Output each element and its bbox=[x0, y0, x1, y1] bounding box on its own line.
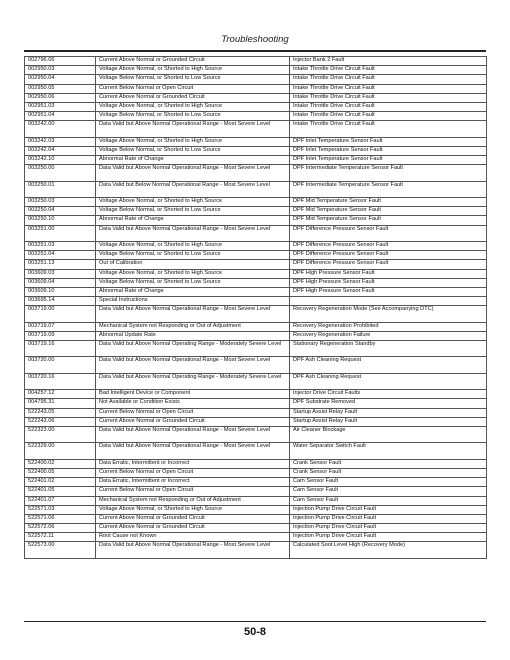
fmi-description-cell: Current Above Normal or Grounded Circuit bbox=[96, 524, 290, 533]
dtc-code-cell: 522571.06 bbox=[25, 514, 96, 523]
dtc-code-cell: 003719.09 bbox=[25, 331, 96, 340]
table-row bbox=[25, 524, 487, 533]
dtc-code-cell: 003250.01 bbox=[25, 181, 96, 197]
table-row bbox=[25, 542, 487, 558]
fault-description-cell: Startup Assist Relay Fault bbox=[290, 408, 487, 417]
dtc-code-cell: 004795.31 bbox=[25, 399, 96, 408]
fault-description-cell: Crank Sensor Fault bbox=[290, 459, 487, 468]
dtc-code-cell: 522243.05 bbox=[25, 408, 96, 417]
table-row bbox=[25, 505, 487, 514]
fault-description-cell: DPF Inlet Temperature Sensor Fault bbox=[290, 156, 487, 165]
table-row bbox=[25, 156, 487, 165]
dtc-code-cell: 522323.00 bbox=[25, 427, 96, 443]
dtc-code-cell: 003242.10 bbox=[25, 156, 96, 165]
fault-description-cell: DPF Mid Temperature Sensor Fault bbox=[290, 216, 487, 225]
fault-description-cell: DPF Inlet Temperature Sensor Fault bbox=[290, 146, 487, 155]
fault-description-cell: Injection Pump Drive Circuit Fault bbox=[290, 524, 487, 533]
fault-description-cell: Intake Throttle Drive Circuit Fault bbox=[290, 93, 487, 102]
fault-description-cell: DPF Mid Temperature Sensor Fault bbox=[290, 198, 487, 207]
fmi-description-cell: Data Valid but Above Normal Operational Range - Most Severe Level bbox=[96, 427, 290, 443]
table-row bbox=[25, 121, 487, 137]
dtc-code-cell: 522571.03 bbox=[25, 505, 96, 514]
dtc-code-cell: 002950.06 bbox=[25, 93, 96, 102]
dtc-code-cell: 003719.16 bbox=[25, 341, 96, 357]
table-row bbox=[25, 468, 487, 477]
table-row bbox=[25, 297, 487, 306]
dtc-code-cell: 522400.02 bbox=[25, 459, 96, 468]
table-row bbox=[25, 278, 487, 287]
fault-description-cell: Cam Sensor Fault bbox=[290, 496, 487, 505]
dtc-code-cell: 002951.04 bbox=[25, 112, 96, 121]
fault-description-cell: Intake Throttle Drive Circuit Fault bbox=[290, 66, 487, 75]
table-row bbox=[25, 306, 487, 322]
fmi-description-cell: Current Above Normal or Grounded Circuit bbox=[96, 93, 290, 102]
fault-description-cell bbox=[290, 297, 487, 306]
fault-description-cell: DPF Substrate Removed bbox=[290, 399, 487, 408]
fmi-description-cell: Voltage Above Normal, or Shorted to High Source bbox=[96, 269, 290, 278]
fmi-description-cell: Special Instructions bbox=[96, 297, 290, 306]
fault-description-cell: DPF Intermediate Temperature Sensor Fault bbox=[290, 165, 487, 181]
fmi-description-cell: Voltage Below Normal, or Shorted to Low Source bbox=[96, 112, 290, 121]
fmi-description-cell: Voltage Above Normal, or Shorted to High Source bbox=[96, 66, 290, 75]
table-row bbox=[25, 478, 487, 487]
table-row bbox=[25, 443, 487, 459]
table-row bbox=[25, 93, 487, 102]
fmi-description-cell: Abnormal Update Rate bbox=[96, 331, 290, 340]
table-row bbox=[25, 341, 487, 357]
fmi-description-cell: Voltage Above Normal, or Shorted to High Source bbox=[96, 505, 290, 514]
dtc-code-cell: 522329.00 bbox=[25, 443, 96, 459]
fault-description-cell: Recovery Regeneration Mode (See Accompanying DTC) bbox=[290, 306, 487, 322]
dtc-code-cell: 003251.03 bbox=[25, 242, 96, 251]
dtc-code-cell: 522400.05 bbox=[25, 468, 96, 477]
fmi-description-cell: Voltage Below Normal, or Shorted to Low Source bbox=[96, 75, 290, 84]
fmi-description-cell: Abnormal Rate of Change bbox=[96, 216, 290, 225]
table-row bbox=[25, 181, 487, 197]
fmi-description-cell: Voltage Below Normal, or Shorted to Low Source bbox=[96, 146, 290, 155]
dtc-code-cell: 003720.00 bbox=[25, 357, 96, 373]
dtc-code-cell: 003242.00 bbox=[25, 121, 96, 137]
fault-description-cell: DPF Intermediate Temperature Sensor Fault bbox=[290, 181, 487, 197]
fmi-description-cell: Current Above Normal or Grounded Circuit bbox=[96, 57, 290, 66]
fault-description-cell: Calculated Soot Level High (Recovery Mode) bbox=[290, 542, 487, 558]
dtc-code-cell: 003251.00 bbox=[25, 225, 96, 241]
table-row bbox=[25, 146, 487, 155]
fault-description-cell: DPF Ash Cleaning Request bbox=[290, 373, 487, 389]
dtc-code-cell: 003250.03 bbox=[25, 198, 96, 207]
fault-description-cell: DPF Difference Pressure Sensor Fault bbox=[290, 251, 487, 260]
dtc-code-cell: 522401.07 bbox=[25, 496, 96, 505]
table-row bbox=[25, 514, 487, 523]
fault-description-cell: Cam Sensor Fault bbox=[290, 487, 487, 496]
page-number: 50-8 bbox=[243, 626, 267, 638]
table-row bbox=[25, 102, 487, 111]
table-row bbox=[25, 331, 487, 340]
table-row bbox=[25, 373, 487, 389]
table-row bbox=[25, 242, 487, 251]
fault-description-cell: Stationary Regeneration Standby bbox=[290, 341, 487, 357]
fault-description-cell: DPF High Pressure Sensor Fault bbox=[290, 269, 487, 278]
dtc-code-cell: 003609.04 bbox=[25, 278, 96, 287]
fault-description-cell: Intake Throttle Drive Circuit Fault bbox=[290, 102, 487, 111]
dtc-code-cell: 002796.06 bbox=[25, 57, 96, 66]
fmi-description-cell: Voltage Above Normal, or Shorted to High Source bbox=[96, 242, 290, 251]
fmi-description-cell: Data Erratic, Intermittent or Incorrect bbox=[96, 478, 290, 487]
dtc-code-cell: 522243.06 bbox=[25, 417, 96, 426]
fmi-description-cell: Voltage Below Normal, or Shorted to Low Source bbox=[96, 207, 290, 216]
table-row bbox=[25, 322, 487, 331]
fault-description-cell: Intake Throttle Drive Circuit Fault bbox=[290, 121, 487, 137]
fmi-description-cell: Data Valid but Below Normal Operational Range - Most Severe Level bbox=[96, 181, 290, 197]
dtc-code-cell: 003719.07 bbox=[25, 322, 96, 331]
table-row bbox=[25, 287, 487, 296]
table-row bbox=[25, 165, 487, 181]
fmi-description-cell: Abnormal Rate of Change bbox=[96, 156, 290, 165]
table-row bbox=[25, 66, 487, 75]
fault-description-cell: Air Cleaner Blockage bbox=[290, 427, 487, 443]
fmi-description-cell: Mechanical System not Responding or Out of Adjustment bbox=[96, 322, 290, 331]
fault-description-cell: DPF Difference Pressure Sensor Fault bbox=[290, 260, 487, 269]
fault-description-cell: Injection Pump Drive Circuit Fault bbox=[290, 533, 487, 542]
fmi-description-cell: Data Valid but Above Normal Operational Range - Most Severe Level bbox=[96, 225, 290, 241]
fmi-description-cell: Data Valid but Above Normal Operational Range - Most Severe Level bbox=[96, 357, 290, 373]
fmi-description-cell: Mechanical System not Responding or Out of Adjustment bbox=[96, 496, 290, 505]
fault-description-cell: Intake Throttle Drive Circuit Fault bbox=[290, 84, 487, 93]
dtc-code-cell: 522401.05 bbox=[25, 487, 96, 496]
table-row bbox=[25, 225, 487, 241]
fmi-description-cell: Not Available or Condition Exists bbox=[96, 399, 290, 408]
table-row bbox=[25, 417, 487, 426]
table-row bbox=[25, 251, 487, 260]
fault-description-cell: DPF High Pressure Sensor Fault bbox=[290, 278, 487, 287]
fmi-description-cell: Current Below Normal or Open Circuit bbox=[96, 468, 290, 477]
table-row bbox=[25, 533, 487, 542]
dtc-code-cell: 003250.04 bbox=[25, 207, 96, 216]
fault-description-cell: Recovery Regeneration Prohibited bbox=[290, 322, 487, 331]
fmi-description-cell: Voltage Below Normal, or Shorted to Low Source bbox=[96, 251, 290, 260]
dtc-code-cell: 522401.02 bbox=[25, 478, 96, 487]
dtc-code-cell: 003719.00 bbox=[25, 306, 96, 322]
fmi-description-cell: Voltage Above Normal, or Shorted to High Source bbox=[96, 102, 290, 111]
dtc-code-cell: 003695.14 bbox=[25, 297, 96, 306]
fault-description-cell: DPF Mid Temperature Sensor Fault bbox=[290, 207, 487, 216]
fault-description-cell: DPF Difference Pressure Sensor Fault bbox=[290, 242, 487, 251]
table-row bbox=[25, 216, 487, 225]
fault-description-cell: Injector Drive Circuit Faults bbox=[290, 390, 487, 399]
table-row bbox=[25, 137, 487, 146]
fault-description-cell: Intake Throttle Drive Circuit Fault bbox=[290, 112, 487, 121]
fmi-description-cell: Data Valid but Above Normal Operating Range - Moderately Severe Level bbox=[96, 341, 290, 357]
fmi-description-cell: Data Valid but Above Normal Operational Range - Most Severe Level bbox=[96, 542, 290, 558]
fmi-description-cell: Data Valid but Above Normal Operating Range - Moderately Severe Level bbox=[96, 373, 290, 389]
dtc-code-cell: 003720.16 bbox=[25, 373, 96, 389]
fmi-description-cell: Out of Calibration bbox=[96, 260, 290, 269]
dtc-code-cell: 003250.10 bbox=[25, 216, 96, 225]
fmi-description-cell: Root Cause not Known bbox=[96, 533, 290, 542]
fmi-description-cell: Current Below Normal or Open Circuit bbox=[96, 408, 290, 417]
dtc-table bbox=[24, 56, 487, 559]
table-row bbox=[25, 75, 487, 84]
fault-description-cell: Startup Assist Relay Fault bbox=[290, 417, 487, 426]
fmi-description-cell: Voltage Below Normal, or Shorted to Low Source bbox=[96, 278, 290, 287]
fault-description-cell: Injection Pump Drive Circuit Fault bbox=[290, 514, 487, 523]
dtc-table-body bbox=[25, 57, 487, 559]
table-row bbox=[25, 459, 487, 468]
dtc-code-cell: 003242.04 bbox=[25, 146, 96, 155]
fault-description-cell: DPF Ash Cleaning Request bbox=[290, 357, 487, 373]
dtc-code-cell: 002950.03 bbox=[25, 66, 96, 75]
fmi-description-cell: Current Above Normal or Grounded Circuit bbox=[96, 417, 290, 426]
dtc-code-cell: 522572.11 bbox=[25, 533, 96, 542]
table-row bbox=[25, 207, 487, 216]
fmi-description-cell: Data Valid but Above Normal Operational Range - Most Severe Level bbox=[96, 121, 290, 137]
fault-description-cell: DPF Inlet Temperature Sensor Fault bbox=[290, 137, 487, 146]
table-row bbox=[25, 496, 487, 505]
dtc-code-cell: 003251.13 bbox=[25, 260, 96, 269]
table-row bbox=[25, 399, 487, 408]
footer-rule bbox=[24, 621, 486, 622]
fmi-description-cell: Data Valid but Above Normal Operational Range - Most Severe Level bbox=[96, 443, 290, 459]
fmi-description-cell: Current Above Normal or Grounded Circuit bbox=[96, 514, 290, 523]
fmi-description-cell: Voltage Above Normal, or Shorted to High Source bbox=[96, 198, 290, 207]
dtc-code-cell: 003609.10 bbox=[25, 287, 96, 296]
table-row bbox=[25, 269, 487, 278]
dtc-code-cell: 003609.03 bbox=[25, 269, 96, 278]
fmi-description-cell: Data Valid but Above Normal Operational Range - Most Severe Level bbox=[96, 165, 290, 181]
table-row bbox=[25, 487, 487, 496]
dtc-code-cell: 522572.06 bbox=[25, 524, 96, 533]
dtc-code-cell: 002951.03 bbox=[25, 102, 96, 111]
dtc-code-cell: 003250.00 bbox=[25, 165, 96, 181]
fault-description-cell: Cam Sensor Fault bbox=[290, 478, 487, 487]
fmi-description-cell: Voltage Above Normal, or Shorted to High Source bbox=[96, 137, 290, 146]
fmi-description-cell: Current Below Normal or Open Circuit bbox=[96, 487, 290, 496]
table-row bbox=[25, 408, 487, 417]
table-row bbox=[25, 198, 487, 207]
fault-description-cell: Injector Bank 2 Fault bbox=[290, 57, 487, 66]
table-row bbox=[25, 390, 487, 399]
fault-description-cell: Recovery Regeneration Failure bbox=[290, 331, 487, 340]
fmi-description-cell: Data Erratic, Intermittent or Incorrect bbox=[96, 459, 290, 468]
fault-description-cell: Water Separator Switch Fault bbox=[290, 443, 487, 459]
fmi-description-cell: Data Valid but Above Normal Operational Range - Most Severe Level bbox=[96, 306, 290, 322]
dtc-code-cell: 003251.04 bbox=[25, 251, 96, 260]
table-row bbox=[25, 427, 487, 443]
fault-description-cell: Injection Pump Drive Circuit Fault bbox=[290, 505, 487, 514]
page-header-title: Troubleshooting bbox=[221, 34, 289, 45]
table-row bbox=[25, 260, 487, 269]
dtc-code-cell: 002950.04 bbox=[25, 75, 96, 84]
table-row bbox=[25, 112, 487, 121]
dtc-code-cell: 002950.05 bbox=[25, 84, 96, 93]
table-row bbox=[25, 84, 487, 93]
header-rule bbox=[24, 50, 486, 52]
fault-description-cell: DPF Difference Pressure Sensor Fault bbox=[290, 225, 487, 241]
fault-description-cell: DPF High Pressure Sensor Fault bbox=[290, 287, 487, 296]
dtc-code-cell: 522573.00 bbox=[25, 542, 96, 558]
table-row bbox=[25, 357, 487, 373]
fault-description-cell: Crank Sensor Fault bbox=[290, 468, 487, 477]
fault-description-cell: Intake Throttle Drive Circuit Fault bbox=[290, 75, 487, 84]
dtc-code-cell: 003242.03 bbox=[25, 137, 96, 146]
fmi-description-cell: Bad Intelligent Device or Component bbox=[96, 390, 290, 399]
dtc-code-cell: 004257.12 bbox=[25, 390, 96, 399]
fmi-description-cell: Current Below Normal or Open Circuit bbox=[96, 84, 290, 93]
fmi-description-cell: Abnormal Rate of Change bbox=[96, 287, 290, 296]
table-row bbox=[25, 57, 487, 66]
